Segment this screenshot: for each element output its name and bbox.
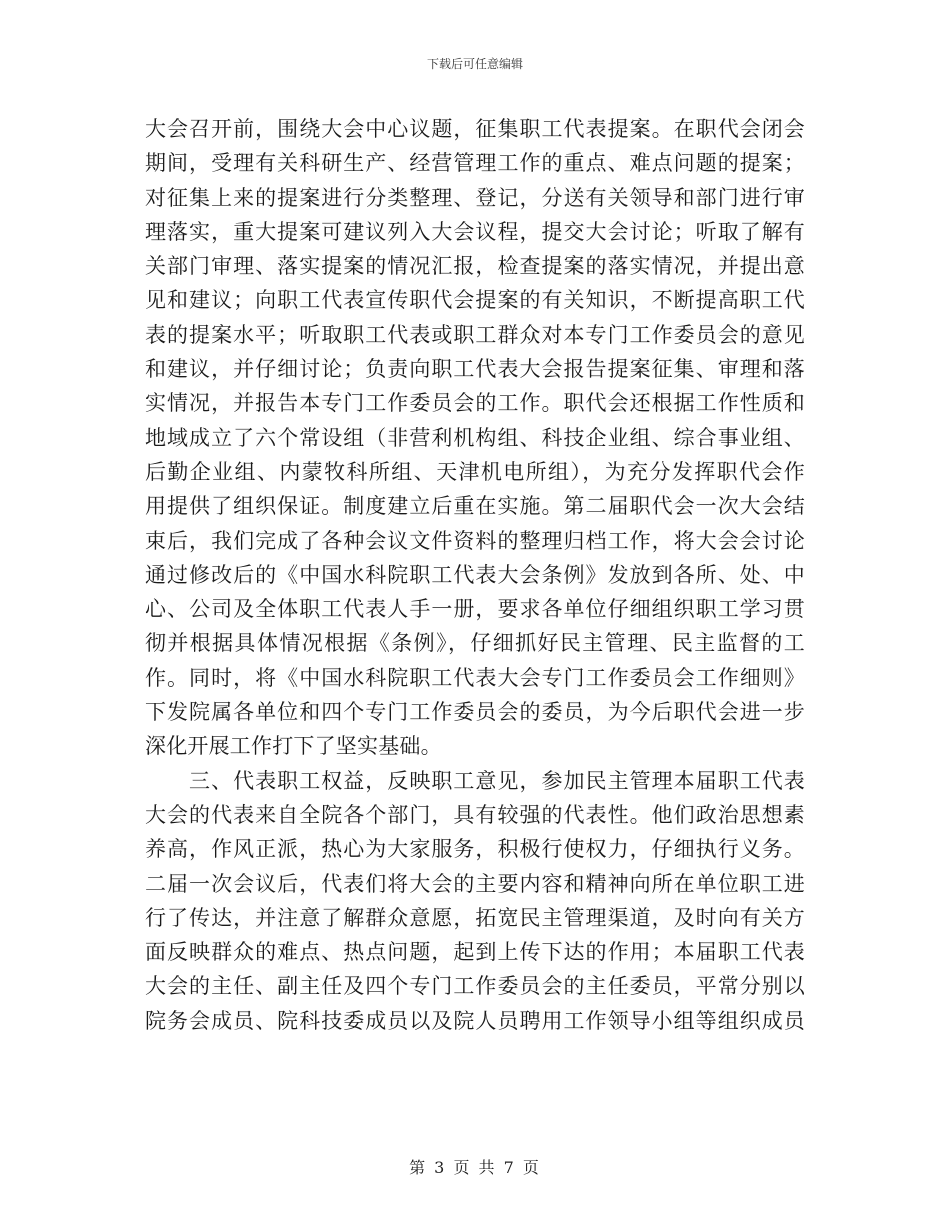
body-line: 大会的代表来自全院各个部门，具有较强的代表性。他们政治思想素 <box>145 802 805 827</box>
body-line: 地域成立了六个常设组（非营利机构组、科技企业组、综合事业组、 <box>145 425 805 450</box>
body-line: 二届一次会议后，代表们将大会的主要内容和精神向所在单位职工进 <box>145 871 805 896</box>
body-line: 对征集上来的提案进行分类整理、登记，分送有关领导和部门进行审 <box>145 185 805 210</box>
body-line: 行了传达，并注意了解群众意愿，拓宽民主管理渠道，及时向有关方 <box>145 905 805 930</box>
body-line: 后勤企业组、内蒙牧科所组、天津机电所组），为充分发挥职代会作 <box>145 459 805 484</box>
body-line: 表的提案水平；听取职工代表或职工群众对本专门工作委员会的意见 <box>145 322 805 347</box>
body-line: 下发院属各单位和四个专门工作委员会的委员，为今后职代会进一步 <box>145 700 805 725</box>
body-line-paragraph-end: 深化开展工作打下了坚实基础。 <box>145 734 442 759</box>
body-line: 见和建议；向职工代表宣传职代会提案的有关知识，不断提高职工代 <box>145 288 805 313</box>
document-body <box>145 112 805 1038</box>
body-line: 大会的主任、副主任及四个专门工作委员会的主任委员，平常分别以 <box>145 974 805 999</box>
body-line: 理落实，重大提案可建议列入大会议程，提交大会讨论；听取了解有 <box>145 219 805 244</box>
body-line: 期间，受理有关科研生产、经营管理工作的重点、难点问题的提案； <box>145 151 805 176</box>
page-number-footer: 第 3 页 共 7 页 <box>409 1158 541 1177</box>
body-line: 作。同时，将《中国水科院职工代表大会专门工作委员会工作细则》 <box>145 665 805 690</box>
body-line: 通过修改后的《中国水科院职工代表大会条例》发放到各所、处、中 <box>145 562 805 587</box>
body-line: 束后，我们完成了各种会议文件资料的整理归档工作，将大会会讨论 <box>145 528 805 553</box>
page-header: 下载后可任意编辑 <box>426 57 523 71</box>
body-line: 关部门审理、落实提案的情况汇报，检查提案的落实情况，并提出意 <box>145 254 805 279</box>
body-line: 用提供了组织保证。制度建立后重在实施。第二届职代会一次大会结 <box>145 494 805 519</box>
body-line: 心、公司及全体职工代表人手一册，要求各单位仔细组织职工学习贯 <box>145 597 805 622</box>
body-line: 院务会成员、院科技委成员以及院人员聘用工作领导小组等组织成员 <box>145 1008 805 1033</box>
body-line-paragraph-start: 三、代表职工权益，反映职工意见，参加民主管理本届职工代表 <box>145 768 805 793</box>
body-line: 彻并根据具体情况根据《条例》，仔细抓好民主管理、民主监督的工 <box>145 631 805 656</box>
body-line: 面反映群众的难点、热点问题，起到上传下达的作用；本届职工代表 <box>145 940 805 965</box>
body-line: 大会召开前，围绕大会中心议题，征集职工代表提案。在职代会闭会 <box>145 117 805 141</box>
body-line: 实情况，并报告本专门工作委员会的工作。职代会还根据工作性质和 <box>145 391 805 416</box>
body-line: 和建议，并仔细讨论；负责向职工代表大会报告提案征集、审理和落 <box>145 357 805 382</box>
body-line: 养高，作风正派，热心为大家服务，积极行使权力，仔细执行义务。 <box>145 837 805 862</box>
